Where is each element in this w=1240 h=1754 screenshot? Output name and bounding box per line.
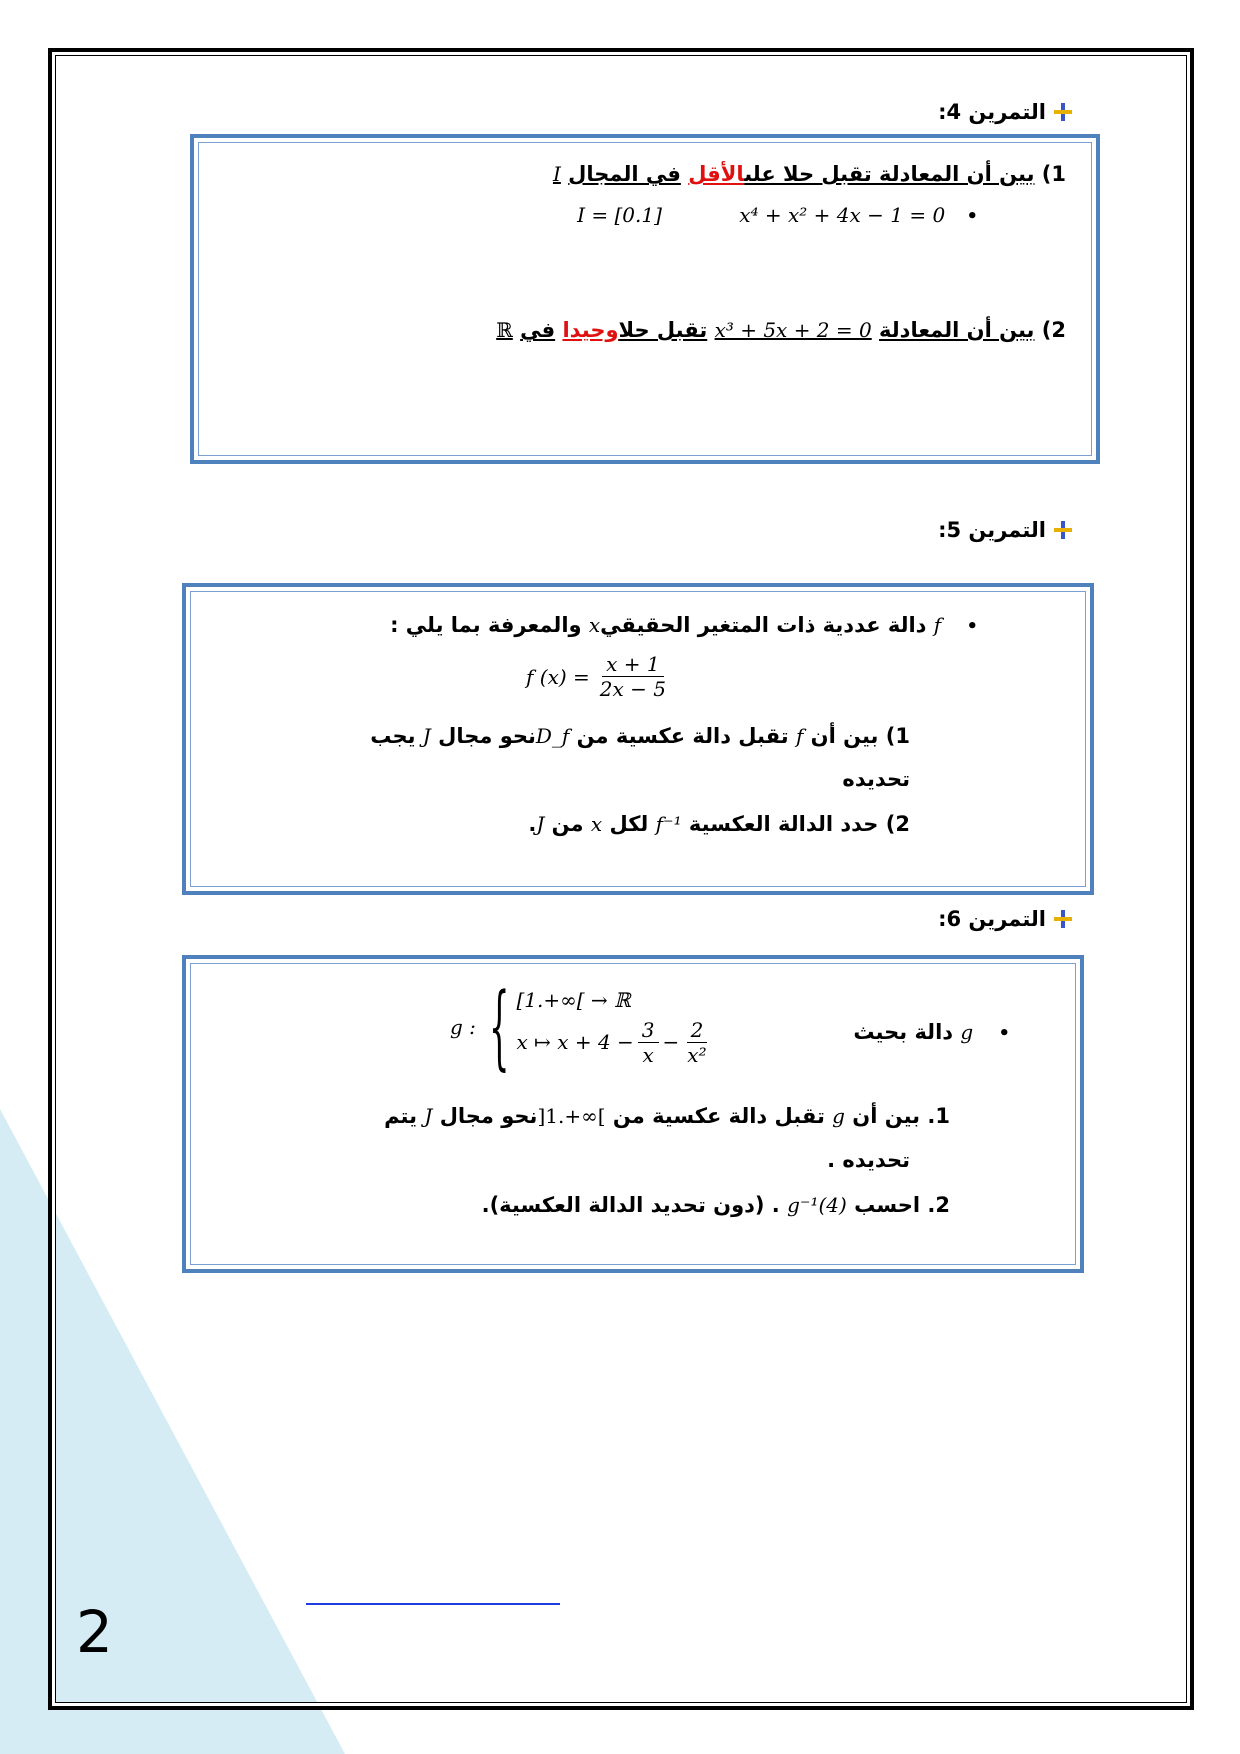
equation: x⁴ + x² + 4x − 1 = 0 [739,203,946,227]
function-formula [526,652,670,701]
question-text: تحديده [842,767,910,791]
function-symbol: f [933,613,942,637]
function-symbol: g [960,1020,974,1044]
exercise-6-question-2 [482,1193,950,1217]
fraction-numerator: x + 1 [602,652,663,677]
question-text: في [520,318,556,342]
question-text: بين أن المعادلة [879,318,1035,342]
plus-bullet-icon [1054,103,1072,121]
bullet-icon: • [966,206,978,227]
plus-bullet-icon [1054,521,1072,539]
page-number: 2 [76,1598,113,1666]
interval: ]1.+∞[ [537,1104,606,1128]
definition-text: دالة بحيث [853,1020,954,1044]
question-number: 1. [927,1104,950,1128]
exercise-6-question-1-cont [827,1148,910,1172]
question-text: احسب [854,1193,921,1217]
exercise-5-question-1-cont [842,767,910,791]
question-text: تقبل حلا [618,318,708,342]
question-text: حدد الدالة العكسية [688,812,879,836]
question-text: تقبل دالة عكسية من [612,1104,825,1128]
minus-sign: − [662,1030,680,1054]
question-emphasis: وحيدا [562,318,619,342]
question-text: نحو مجال [439,1104,538,1128]
question-text: لكل [609,812,649,836]
fraction-denominator: x² [687,1042,707,1067]
question-text: بين أن [810,724,879,748]
fraction [638,1018,659,1067]
fraction-denominator: x [642,1042,654,1067]
exercise-4-equation-line [577,203,978,227]
function-symbol: f [795,724,804,748]
question-text: بين أن المعادلة تقبل حلا على [744,162,1035,186]
footer-rule [306,1603,560,1605]
exercise-5-title: التمرين 5: [938,518,1046,542]
domain-symbol: D_f [535,724,570,748]
exercise-5-definition [390,613,978,637]
question-number: 2. [927,1193,950,1217]
function-mapping [450,972,711,1082]
question-text: . (دون تحديد الدالة العكسية). [481,1193,780,1217]
mapping-domain-codomain: [1.+∞[ → ℝ [516,987,631,1012]
inverse-value-expression: g⁻¹(4) [787,1193,847,1217]
question-number: 2) [1041,318,1066,342]
question-number: 2) [885,812,910,836]
question-text: تقبل دالة عكسية من [576,724,789,748]
plus-bullet-icon [1054,910,1072,928]
question-number: 1) [1041,162,1066,186]
exercise-6-title: التمرين 6: [938,907,1046,931]
fraction-denominator: 2x − 5 [599,677,666,701]
interval-var: J [422,724,431,748]
fraction-numerator: 3 [638,1018,659,1043]
exercise-4-question-2 [496,318,1066,342]
question-text: يجب [370,724,416,748]
function-symbol: g [832,1104,845,1128]
interval: I = [0.1] [577,203,662,227]
exercise-6-heading [938,907,1072,931]
mapping-lines [516,988,710,1067]
question-text: نحو مجال [438,724,536,748]
question-number: 1) [885,724,910,748]
exercise-4-question-1 [553,162,1066,186]
interval-var: J [536,812,545,836]
question-text: تحديده . [827,1148,910,1172]
question-text: . [528,812,537,836]
definition-text: والمعرفة بما يلي : [390,613,582,637]
variable: x [590,812,603,836]
exercise-6-question-1 [384,1104,950,1128]
inverse-function: f⁻¹ [655,812,682,836]
fraction [683,1018,710,1067]
question-text: في المجال [568,162,681,186]
function-label: g : [450,1015,476,1039]
mapping-expression: x ↦ x + 4 − [516,1030,634,1054]
question-text: يتم [384,1104,418,1128]
exercise-5-heading [938,518,1072,542]
equation: x³ + 5x + 2 = 0 [714,318,872,342]
interval-var: J [424,1104,433,1128]
exercise-6-definition [853,1020,1010,1044]
bullet-icon: • [966,616,978,637]
bullet-icon: • [998,1023,1010,1044]
set-symbol: ℝ [496,318,513,342]
exercise-4-title: التمرين 4: [938,100,1046,124]
exercise-5-question-2 [528,812,910,836]
definition-text: دالة عددية ذات المتغير الحقيقي [600,613,927,637]
fraction [596,652,670,701]
exercise-4-heading [938,100,1072,124]
mapping-rule [516,1018,710,1067]
function-lhs: f (x) = [526,664,590,689]
variable: x [588,613,601,637]
question-text: من [551,812,584,836]
interval-var: I [552,162,561,186]
exercise-5-question-1 [370,724,910,748]
question-emphasis: الأقل [688,162,745,186]
fraction-numerator: 2 [687,1018,708,1043]
curly-brace: { [488,973,510,1080]
question-text: بين أن [852,1104,921,1128]
